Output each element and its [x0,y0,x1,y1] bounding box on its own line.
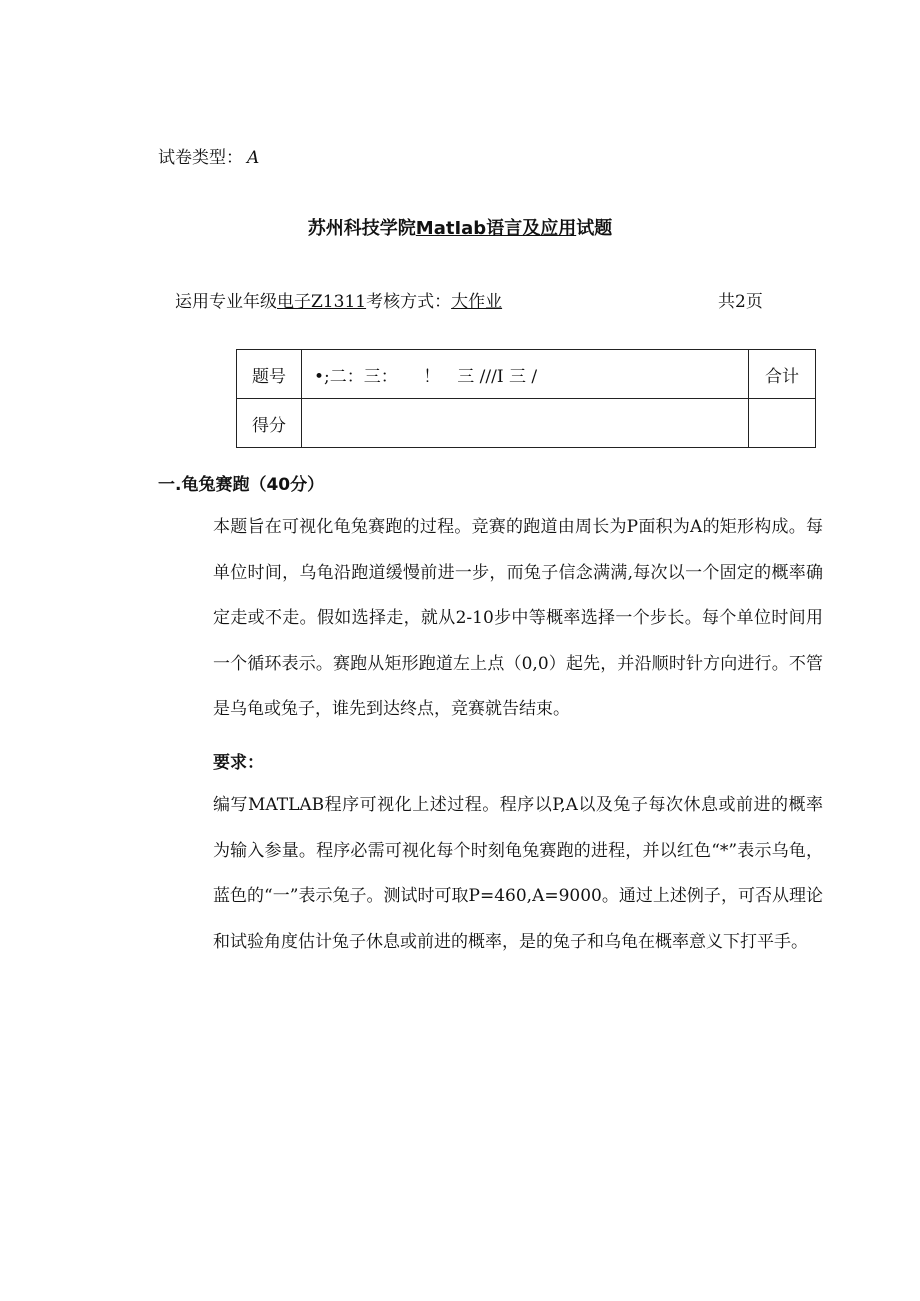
score-row-numbers [237,350,816,399]
exam-meta [175,287,502,312]
question-number-label: 题号 [237,350,302,399]
score-total-cell [749,399,816,448]
exam-type [158,143,259,168]
exam-type-label: 试卷类型： [158,148,243,168]
score-row-scores [237,399,816,448]
problem-paragraph: 本题旨在可视化龟兔赛跑的过程。竞赛的跑道由周长为P面积为A的矩形构成。每单位时间，乌龟沿跑道缓慢前进一步，而兔子信念满满,每次以一个固定的概率确定走或不走。假如选择走，就从2-10步中等概率选择一个步长。每个单位时间用一个循环表示。赛跑从矩形跑道左上点（0,0）起先，并沿顺时针方向进行。不管是乌龟或兔子，谁先到达终点，竞赛就告结束。 [213,517,823,719]
title-prefix: 苏州科技学院 [307,218,416,239]
page-count: 共2页 [718,292,763,312]
major-value: 电子Z1311 [277,292,367,312]
title-suffix: 试题 [576,218,613,239]
score-table [236,349,816,448]
requirement-paragraph: 编写MATLAB程序可视化上述过程。程序以P,A以及兔子每次休息或前进的概率为输入参量。程序必需可视化每个时刻龟兔赛跑的进程，并以红色“*”表示乌龟，蓝色的“一”表示兔子。测试时可取P=460,A=9000。通过上述例子，可否从理论和试验角度估计兔子休息或前进的概率，是的兔子和乌龟在概率意义下打平手。 [213,795,823,952]
score-value-cell [302,399,749,448]
assess-label: 考核方式： [366,292,452,312]
question-number-items: •;二：三： ！ 三 ///I 三 / [302,350,749,399]
score-label: 得分 [237,399,302,448]
major-label: 运用专业年级 [175,292,277,312]
exam-type-value: A [247,148,260,168]
section-heading: 一.龟兔赛跑（40分） [158,475,325,495]
requirement-heading: 要求： [213,753,264,773]
total-label: 合计 [749,350,816,399]
assess-value: 大作业 [451,292,503,312]
title-course: MatIab语言及应用 [415,218,577,239]
page-title [0,214,920,240]
